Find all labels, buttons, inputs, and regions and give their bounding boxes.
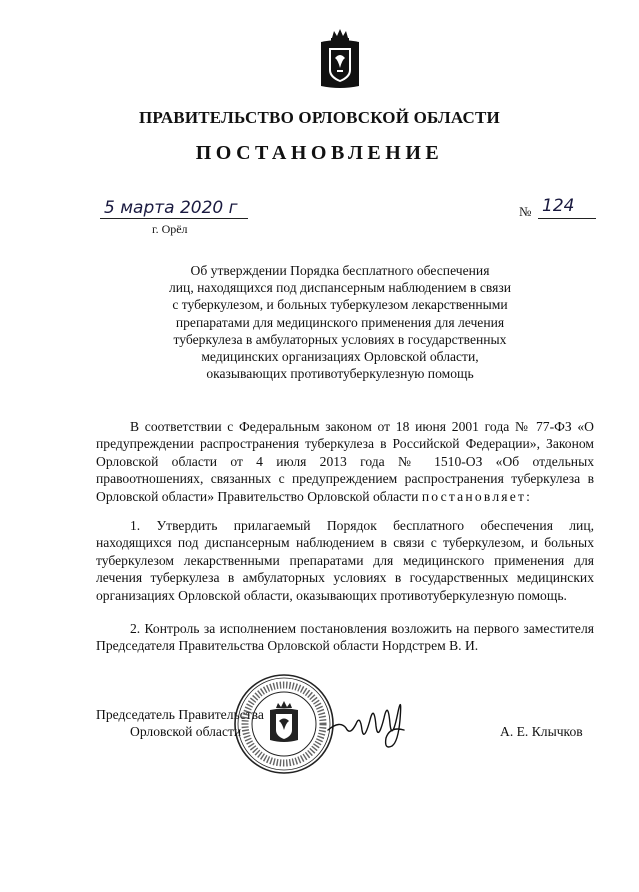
preamble-text: В соответствии с Федеральным законом от 18 июня 2001 года № 77-ФЗ «О предупреждении распространения туберкулеза в Российской Федерации», Законом Орловской области от 4 июля 2013 года № 1510-ОЗ «Об отдельных правоотношениях, связанных с предупреждением распространения туберкулеза в Орловской области» Правительство Орловской области	[96, 419, 594, 504]
number-sign: №	[519, 204, 532, 219]
subject-line: лиц, находящихся под диспансерным наблюдением в связи	[168, 280, 512, 296]
signatory-name: А. Е. Клычков	[500, 724, 583, 739]
point-1-paragraph	[96, 517, 594, 604]
subject-line: туберкулеза в амбулаторных условиях в государственных	[173, 331, 507, 347]
signatory-position-line1: Председатель Правительства	[96, 707, 264, 722]
subject-line: оказывающих противотуберкулезную помощь	[206, 366, 474, 382]
handwritten-signature-icon	[326, 690, 408, 752]
preamble-paragraph	[96, 418, 594, 505]
official-seal-icon	[232, 672, 336, 776]
subject-line: Об утверждении Порядка бесплатного обеспечения	[190, 263, 490, 278]
city-label: г. Орёл	[152, 222, 188, 236]
signatory-position-line2: Орловской области	[130, 724, 242, 739]
point-2-paragraph	[96, 620, 594, 655]
subject-line: препаратами для медицинского применения для лечения	[175, 314, 505, 330]
subject-line: с туберкулезом, и больных туберкулезом лекарственными	[172, 297, 508, 313]
decree-subject	[140, 262, 540, 382]
point-1-text: 1. Утвердить прилагаемый Порядок бесплатного обеспечения лиц, находящихся под диспансерным наблюдением в связи с туберкулезом, и больных туберкулезом лекарственными препаратами для медицинского применения для лечения туберкулеза в амбулаторных условиях в государственных медицинских организациях Орловской области, оказывающих противотуберкулезную помощь.	[96, 518, 594, 603]
date-underline	[100, 218, 248, 219]
point-2-text: 2. Контроль за исполнением постановления возложить на первого заместителя Председателя Правительства Орловской области Нордстрем В. И.	[96, 621, 594, 654]
document-type-title: ПОСТАНОВЛЕНИЕ	[195, 142, 444, 164]
subject-line: медицинских организациях Орловской области,	[201, 349, 479, 365]
handwritten-date: 5 марта 2020 г	[104, 198, 238, 218]
handwritten-number: 124	[542, 196, 575, 216]
oryol-oblast-coat-of-arms-icon	[318, 28, 362, 90]
resolves-word: постановляет:	[421, 488, 533, 504]
number-underline	[538, 218, 596, 219]
government-title: ПРАВИТЕЛЬСТВО ОРЛОВСКОЙ ОБЛАСТИ	[139, 108, 500, 127]
